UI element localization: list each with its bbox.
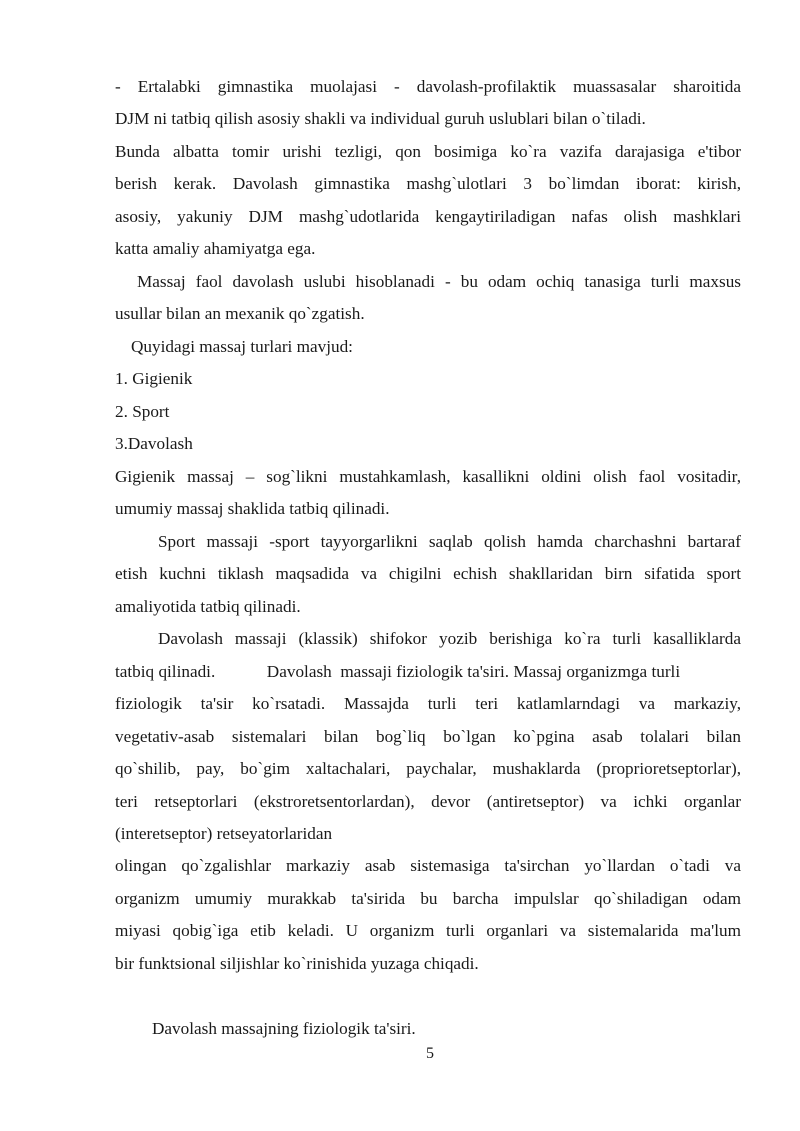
text-line: Massaj faol davolash uslubi hisoblanadi - bu odam ochiq tanasiga turli maxsus [137,272,741,291]
text-line: DJM ni tatbiq qilish asosiy shakli va individual guruh uslublari bilan o`tiladi. [115,109,646,128]
text-line: Quyidagi massaj turlari mavjud: [131,337,353,356]
text-line: Davolash massaji (klassik) shifokor yozib berishiga ko`ra turli kasalliklarda [158,629,741,648]
list-item: 3.Davolash [115,434,193,453]
list-item: 2. Sport [115,402,170,421]
text-line: tatbiq qilinadi. Davolash massaji fiziologik ta'siri. Massaj organizmga turli [115,662,681,681]
text-line: amaliyotida tatbiq qilinadi. [115,597,301,616]
text-line: vegetativ-asab sistemalari bilan bog`liq bo`lgan ko`pgina asab tolalari bilan [115,727,741,746]
text-line: bir funktsional siljishlar ko`rinishida yuzaga chiqadi. [115,954,479,973]
text-line: olingan qo`zgalishlar markaziy asab sistemasiga ta'sirchan yo`llardan o`tadi va [115,856,741,875]
text-line: qo`shilib, pay, bo`gim xaltachalari, paychalar, mushaklarda (proprioretseptorlar), [115,759,741,778]
text-line: etish kuchni tiklash maqsadida va chigilni echish shakllaridan birn sifatida sport [115,564,741,583]
text-line: Sport massaji -sport tayyorgarlikni saqlab qolish hamda charchashni bartaraf [158,532,741,551]
page-number: 5 [426,1045,434,1062]
text-line: miyasi qobig`iga etib keladi. U organizm turli organlari va sistemalarida ma'lum [115,921,741,940]
text-line: - Ertalabki gimnastika muolajasi - davolash-profilaktik muassasalar sharoitida [115,77,741,96]
text-line: Bunda albatta tomir urishi tezligi, qon bosimiga ko`ra vazifa darajasiga e'tibor [115,142,741,161]
section-heading: Davolash massajning fiziologik ta'siri. [152,1019,416,1038]
list-item: 1. Gigienik [115,369,193,388]
text-line: asosiy, yakuniy DJM mashg`udotlarida kengaytiriladigan nafas olish mashklari [115,207,741,226]
text-line: usullar bilan an mexanik qo`zgatish. [115,304,365,323]
text-line: organizm umumiy murakkab ta'sirida bu barcha impulslar qo`shiladigan odam [115,889,741,908]
text-line: (interetseptor) retseyatorlaridan [115,824,333,843]
text-line: teri retseptorlari (ekstroretsentorlardan), devor (antiretseptor) va ichki organlar [115,792,741,811]
text-line: fiziologik ta'sir ko`rsatadi. Massajda turli teri katlamlarndagi va markaziy, [115,694,741,713]
text-line: berish kerak. Davolash gimnastika mashg`ulotlari 3 bo`limdan iborat: kirish, [115,174,741,193]
text-line: Gigienik massaj – sog`likni mustahkamlash, kasallikni oldini olish faol vositadir, [115,467,741,486]
text-line: katta amaliy ahamiyatga ega. [115,239,316,258]
text-line: umumiy massaj shaklida tatbiq qilinadi. [115,499,390,518]
